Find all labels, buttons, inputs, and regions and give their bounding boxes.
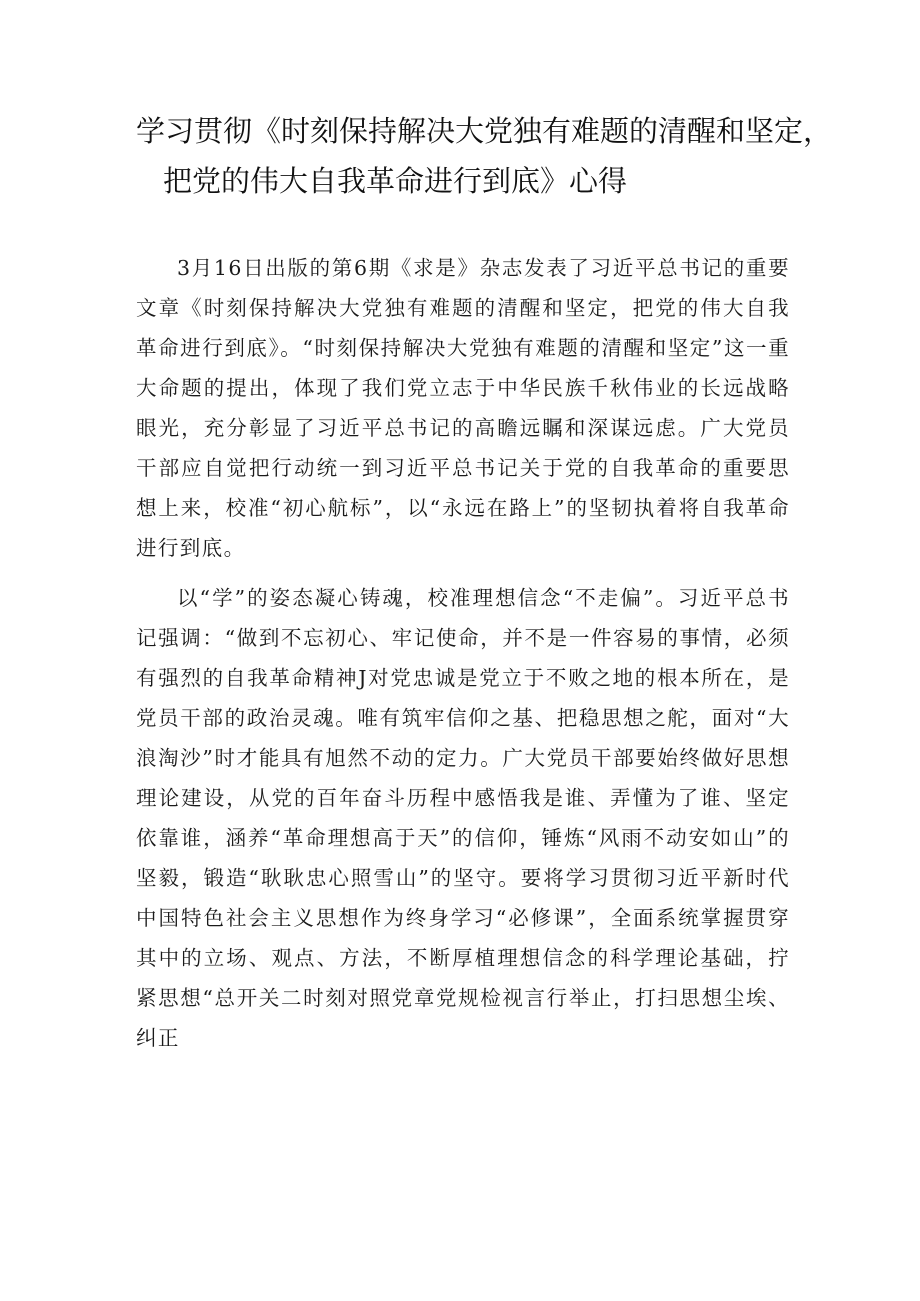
document-body <box>136 248 790 1058</box>
paragraph-2: 以“学”的姿态凝心铸魂，校准理想信念“不走偏”。习近平总书记强调：“做到不忘初心、牢记使命，并不是一件容易的事情，必须有强烈的自我革命精神J对党忠诚是党立于不败之地的根本所在，是党员干部的政治灵魂。唯有筑牢信仰之基、把稳思想之舵，面对“大浪淘沙”时才能具有旭然不动的定力。广大党员干部要始终做好思想理论建设，从党的百年奋斗历程中感悟我是谁、弄懂为了谁、坚定依靠谁，涵养“革命理想高于天”的信仰，锤炼“风雨不动安如山”的坚毅，锻造“耿耿忠心照雪山”的坚守。要将学习贯彻习近平新时代中国特色社会主义思想作为终身学习“必修课”，全面系统掌握贯穿其中的立场、观点、方法，不断厚植理想信念的科学理论基础，拧紧思想“总开关二时刻对照党章党规检视言行举止，打扫思想尘埃、纠正 <box>136 586 790 1050</box>
title-line-2: 把党的伟大自我革命进行到底》心得 <box>163 164 628 198</box>
document-title <box>136 106 836 206</box>
paragraph-1: 3月16日出版的第6期《求是》杂志发表了习近平总书记的重要文章《时刻保持解决大党独有难题的清醒和坚定，把党的伟大自我革命进行到底》。“时刻保持解决大党独有难题的清醒和坚定”这一重大命题的提出，体现了我们党立志于中华民族千秋伟业的长远战略眼光，充分彰显了习近平总书记的高瞻远瞩和深谋远虑。广大党员干部应自觉把行动统一到习近平总书记关于党的自我革命的重要思想上来，校准“初心航标”，以“永远在路上”的坚韧执着将自我革命进行到底。 <box>136 256 790 560</box>
title-line-1: 学习贯彻《时刻保持解决大党独有难题的清醒和坚定， <box>136 114 833 148</box>
